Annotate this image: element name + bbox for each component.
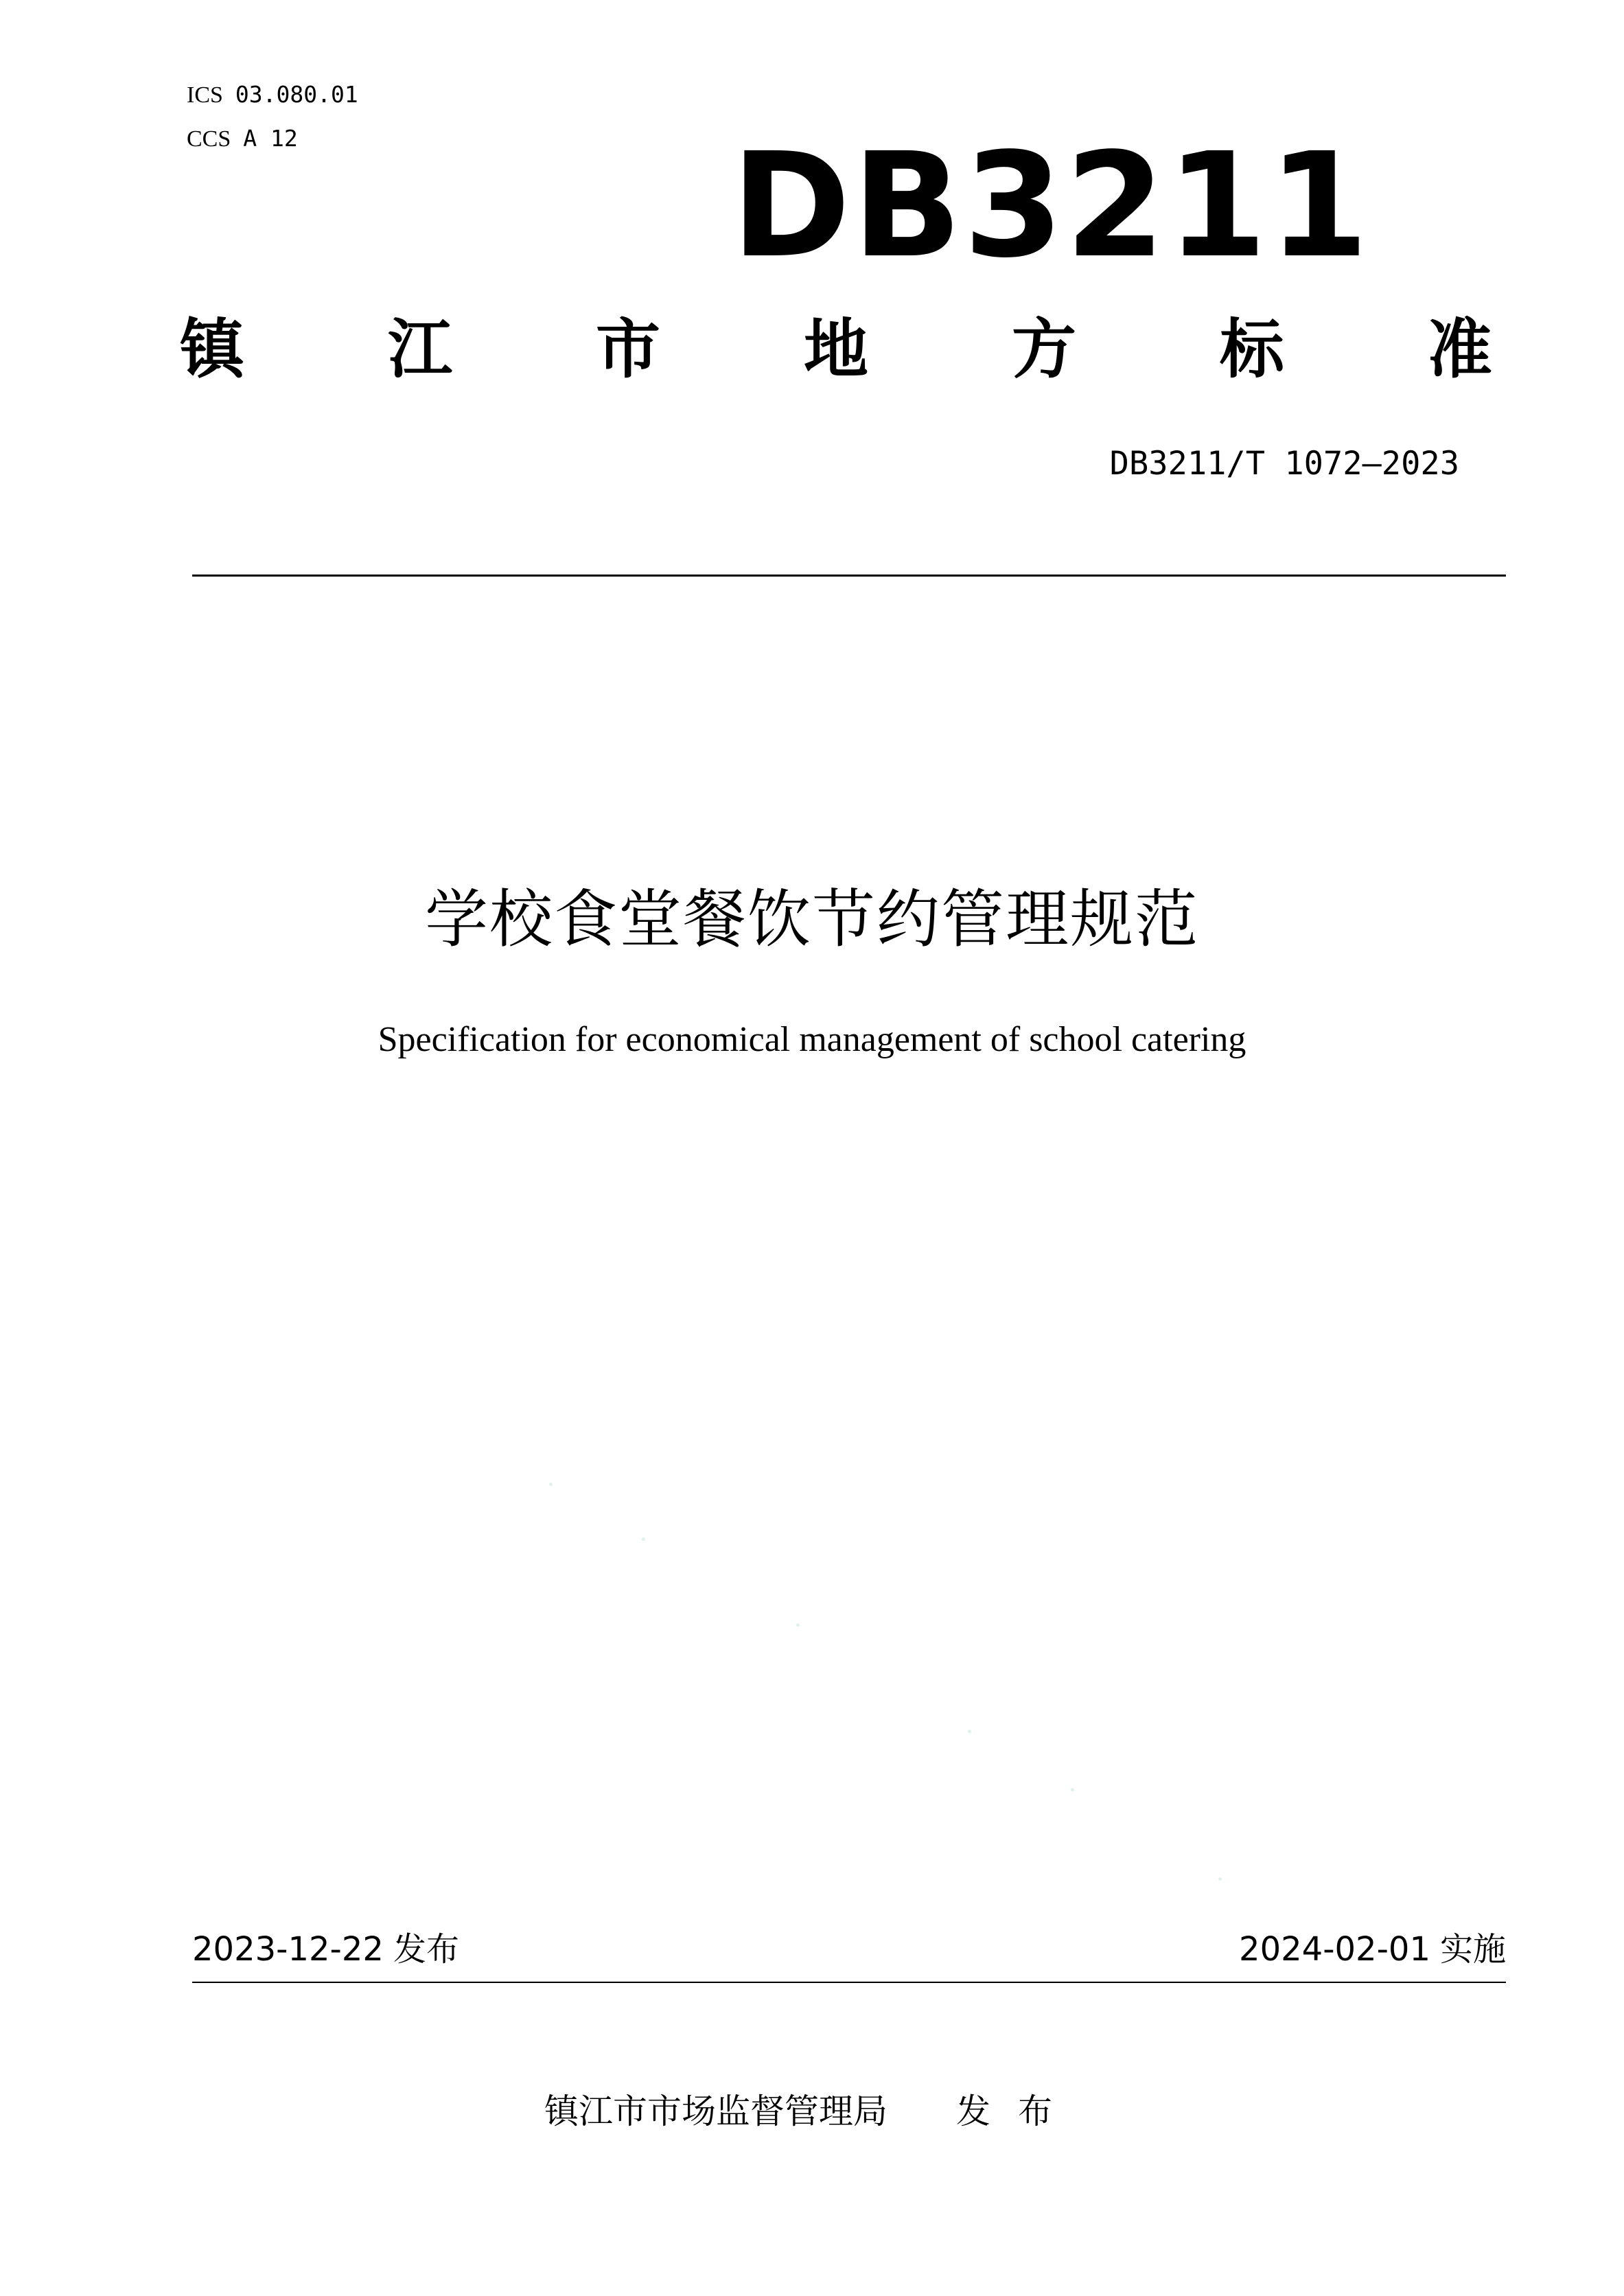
ics-value: 03.080.01 xyxy=(235,81,358,108)
issue-date-label: 发布 xyxy=(393,1930,459,1969)
scan-speck xyxy=(1071,1788,1074,1791)
scan-speck xyxy=(549,1483,553,1486)
implementation-date-value: 2024-02-01 xyxy=(1239,1930,1430,1969)
publisher-action: 发布 xyxy=(956,2091,1080,2131)
scan-speck xyxy=(968,1730,971,1733)
standard-type-char: 地 xyxy=(803,312,868,387)
ccs-code xyxy=(187,125,298,153)
standard-type-char: 方 xyxy=(1011,312,1076,387)
standard-type-char: 市 xyxy=(595,312,660,387)
standard-type xyxy=(180,312,1492,388)
top-divider xyxy=(192,575,1506,577)
ccs-label: CCS xyxy=(187,126,231,152)
standard-type-char: 标 xyxy=(1219,312,1284,387)
implementation-date xyxy=(1239,1929,1506,1970)
implementation-date-label: 实施 xyxy=(1439,1930,1506,1969)
publisher-name: 镇江市市场监督管理局 xyxy=(544,2091,888,2131)
standard-type-char: 准 xyxy=(1427,312,1492,387)
standard-number: DB3211/T 1072—2023 xyxy=(1109,445,1459,483)
scan-speck xyxy=(1218,1877,1222,1881)
issue-date xyxy=(192,1929,459,1970)
title-chinese: 学校食堂餐饮节约管理规范 xyxy=(424,883,1199,956)
scan-speck xyxy=(642,1538,645,1541)
db-code-mark: DB3211 xyxy=(731,121,1370,290)
ics-label: ICS xyxy=(187,82,223,108)
ccs-value: A 12 xyxy=(243,125,298,152)
title-english: Specification for economical management of school catering xyxy=(378,1020,1246,1059)
standard-type-char: 江 xyxy=(387,312,452,387)
publisher-line xyxy=(0,2090,1624,2133)
bottom-divider xyxy=(192,1982,1506,1983)
standard-type-char: 镇 xyxy=(180,312,245,387)
ics-code xyxy=(187,81,358,109)
scan-speck xyxy=(796,1623,800,1627)
issue-date-value: 2023-12-22 xyxy=(192,1930,384,1969)
